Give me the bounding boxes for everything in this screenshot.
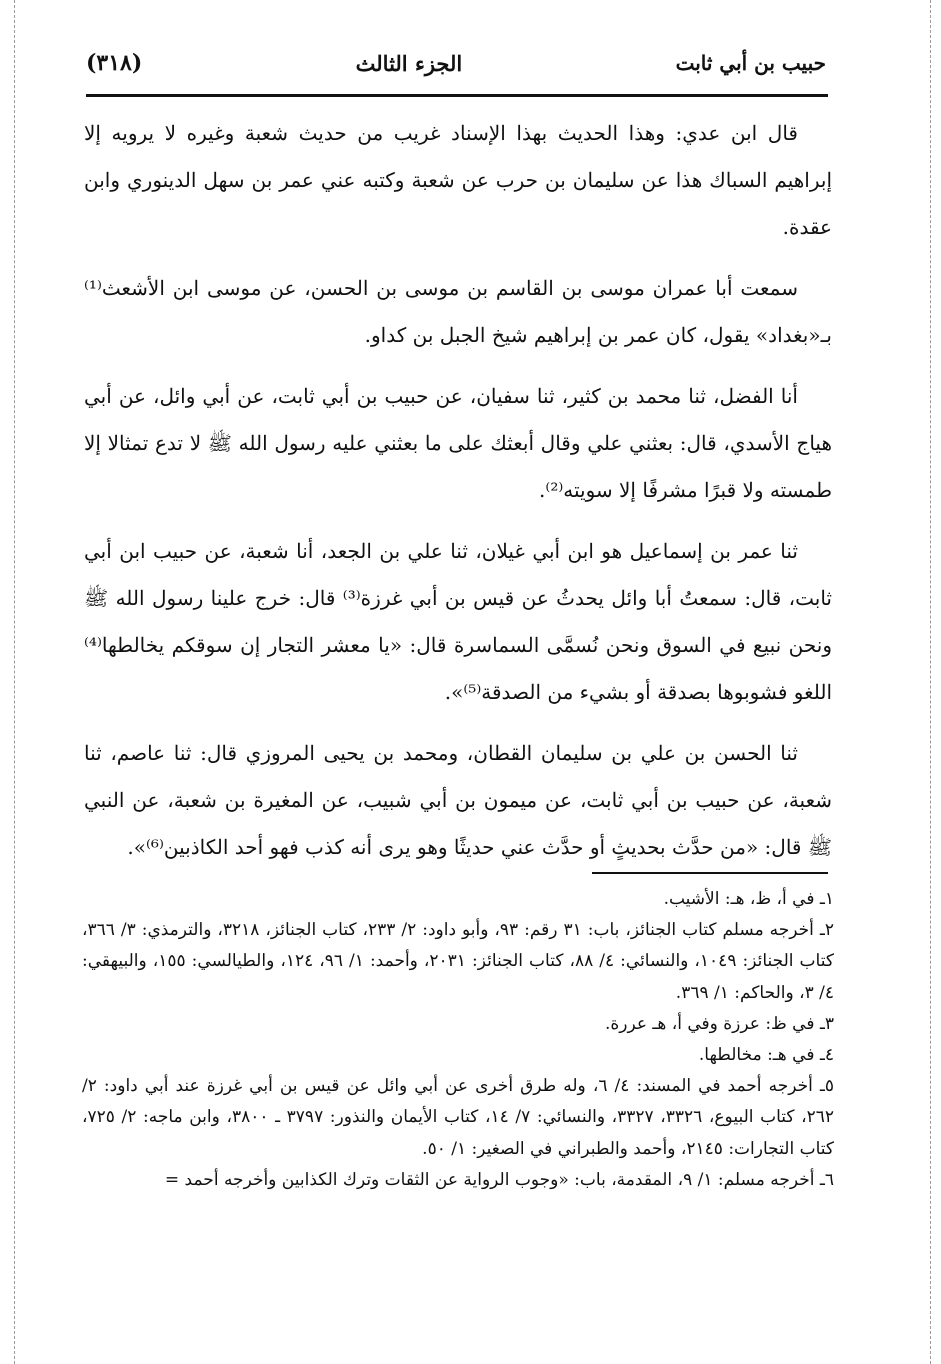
- footnote-text: في أ، ظ، هـ: الأشيب.: [663, 889, 815, 909]
- crop-guide-right: [930, 0, 931, 1364]
- footnote: [82, 1040, 834, 1071]
- footnote-number: ١ـ: [819, 889, 834, 909]
- header-rule: [86, 94, 828, 97]
- crop-guide-left: [14, 0, 15, 1364]
- footnote: [82, 884, 834, 915]
- paragraph: سمعت أبا عمران موسى بن القاسم بن موسى بن الحسن، عن موسى ابن الأشعث⁽¹⁾ بـ«بغداد» يقول، كان عمر بن إبراهيم شيخ الجبل بن كداو.: [84, 276, 832, 347]
- paragraph: قال ابن عدي: وهذا الحديث بهذا الإسناد غريب من حديث شعبة وغيره لا يرويه إلا إبراهيم السباك هذا عن سليمان بن حرب عن شعبة وكتبه عني عمر بن سهل الدينوري وابن عقدة.: [84, 121, 832, 239]
- footnote-number: ٤ـ: [819, 1045, 834, 1066]
- part-title: الجزء الثالث: [355, 50, 463, 76]
- footnote: [82, 915, 834, 1009]
- running-title: حبيب بن أبي ثابت: [675, 51, 826, 75]
- paragraph: ثنا عمر بن إسماعيل هو ابن أبي غيلان، ثنا علي بن الجعد، أنا شعبة، عن حبيب ابن أبي ثابت، قال: سمعتُ أبا وائل يحدثُ عن قيس بن أبي غرزة⁽³⁾ قال: خرج علينا رسول الله ﷺ ونحن نبيع في السوق ونحن نُسمَّى السماسرة قال: «يا معشر التجار إن سوقكم يخالطها⁽⁴⁾ اللغو فشوبوها بصدقة أو بشيء من الصدقة⁽⁵⁾».: [84, 539, 832, 704]
- footnote: [82, 1071, 834, 1165]
- footnote-number: ٢ـ: [819, 920, 835, 941]
- footnote: [82, 1009, 834, 1040]
- footnotes: [82, 884, 834, 1196]
- footnote-number: ٦ـ: [819, 1169, 834, 1190]
- main-text: [84, 110, 832, 885]
- paragraph: أنا الفضل، ثنا محمد بن كثير، ثنا سفيان، عن حبيب بن أبي ثابت، عن أبي وائل، عن أبي هياج الأسدي، قال: بعثني علي وقال أبعثك على ما بعثني عليه رسول الله ﷺ لا تدع تمثالا إلا طمسته ولا قبرًا مشرفًا إلا سويته⁽²⁾.: [84, 384, 832, 502]
- footnote-number: ٣ـ: [819, 1013, 834, 1034]
- footnote-text: أخرجه أحمد في المسند: ٤/ ٦، وله طرق أخرى عن أبي وائل عن قيس بن أبي غرزة عند أبي داود: ٢/ ٢٦٢، كتاب البيوع، ٣٣٢٦، ٣٣٢٧، والنسائي: ٧/ ١٤، كتاب الأيمان والنذور: ٣٧٩٧ ـ ٣٨٠٠، وابن ماجه: ٢/ ٧٢٥، كتاب التجارات: ٢١٤٥، وأحمد والطبراني في الصغير: ١/ ٥٠.: [82, 1076, 835, 1159]
- footnote-number: ٥ـ: [819, 1076, 834, 1097]
- page-number: (٣١٨): [86, 50, 143, 76]
- footnote-text: أخرجه مسلم: ١/ ٩، المقدمة، باب: «وجوب الرواية عن الثقات وترك الكذابين وأخرجه أحمد =: [164, 1169, 815, 1190]
- footnote-separator: [592, 872, 828, 874]
- footnote-text: في هـ: مخالطها.: [698, 1045, 815, 1066]
- footnote: [82, 1165, 834, 1196]
- footnote-text: أخرجه مسلم كتاب الجنائز، باب: ٣١ رقم: ٩٣، وأبو داود: ٢/ ٢٣٣، كتاب الجنائز، ٣٢١٨، والترمذي: ٣/ ٣٦٦، كتاب الجنائز: ١٠٤٩، والنسائي: ٤/ ٨٨، كتاب الجنائز: ٢٠٣١، وأحمد: ١/ ٩٦، ١٢٤، والطيالسي: ١٥٥، والبيهقي: ٤/ ٣، والحاكم: ١/ ٣٦٩.: [82, 920, 834, 1003]
- paragraph: ثنا الحسن بن علي بن سليمان القطان، ومحمد بن يحيى المروزي قال: ثنا عاصم، ثنا شعبة، عن حبيب بن أبي ثابت، عن ميمون بن أبي شبيب، عن المغيرة بن شعبة، عن النبي ﷺ قال: «من حدَّث بحديثٍ أو حدَّث عني حديثًا وهو يرى أنه كذب فهو أحد الكاذبين⁽⁶⁾».: [84, 741, 832, 859]
- page-header: [86, 38, 826, 88]
- footnote-text: في ظ: عرزة وفي أ، هـ عررة.: [604, 1013, 815, 1034]
